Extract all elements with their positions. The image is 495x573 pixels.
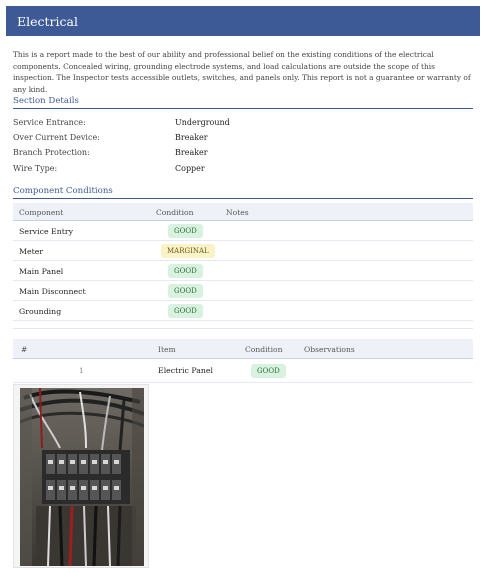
table-row [13,261,473,281]
component-conditions-divider [13,198,473,199]
table-row [13,281,473,301]
intro-paragraph: This is a report made to the best of our ability and professional belief on the existing conditions of the electrical components. Concealed wiring, grounding electrode systems, and load calculations are outside the scope of this inspection. The Inspector tests accessible outlets, switches, and panels only. This report is not a guarantee or warranty of any kind. [13,50,471,94]
component-name: Main Disconnect [19,287,86,296]
section-divider [13,328,473,329]
item-number: 1 [79,367,84,375]
detail-value-branch-protection: Breaker [175,148,208,157]
component-conditions-title: Component Conditions [13,186,113,196]
detail-value-wire-type: Copper [175,164,205,173]
status-badge: GOOD [168,304,203,318]
col-notes: Notes [226,208,249,217]
col-item-condition: Condition [245,345,283,354]
detail-value-service-entrance: Underground [175,118,230,127]
component-name: Main Panel [19,267,64,276]
table-row [13,241,473,261]
section-title: Electrical [17,14,78,29]
table-row [13,221,473,241]
table-row [13,359,473,383]
status-badge: MARGINAL [161,244,215,258]
status-badge: GOOD [168,264,203,278]
table-row [13,301,473,321]
detail-value-over-current-device: Breaker [175,133,208,142]
component-name: Grounding [19,307,62,316]
status-badge: GOOD [168,224,203,238]
col-item: Item [158,345,176,354]
status-badge: GOOD [168,284,203,298]
col-observations: Observations [304,345,355,354]
col-number: # [21,345,28,354]
detail-label-branch-protection: Branch Protection: [13,148,90,157]
detail-label-wire-type: Wire Type: [13,164,58,173]
component-name: Meter [19,247,44,256]
status-badge: GOOD [251,364,286,378]
detail-label-service-entrance: Service Entrance: [13,118,86,127]
items-table-header [13,339,473,359]
section-header [6,6,480,36]
item-name: Electric Panel [158,366,214,375]
col-component: Component [19,208,64,217]
panel-photo-image [20,388,144,566]
section-details-title: Section Details [13,96,79,106]
component-name: Service Entry [19,227,74,236]
col-condition: Condition [156,208,194,217]
electric-panel-photo[interactable] [13,384,149,568]
component-table-header [13,203,473,221]
section-details-divider [13,108,473,109]
detail-label-over-current-device: Over Current Device: [13,133,100,142]
